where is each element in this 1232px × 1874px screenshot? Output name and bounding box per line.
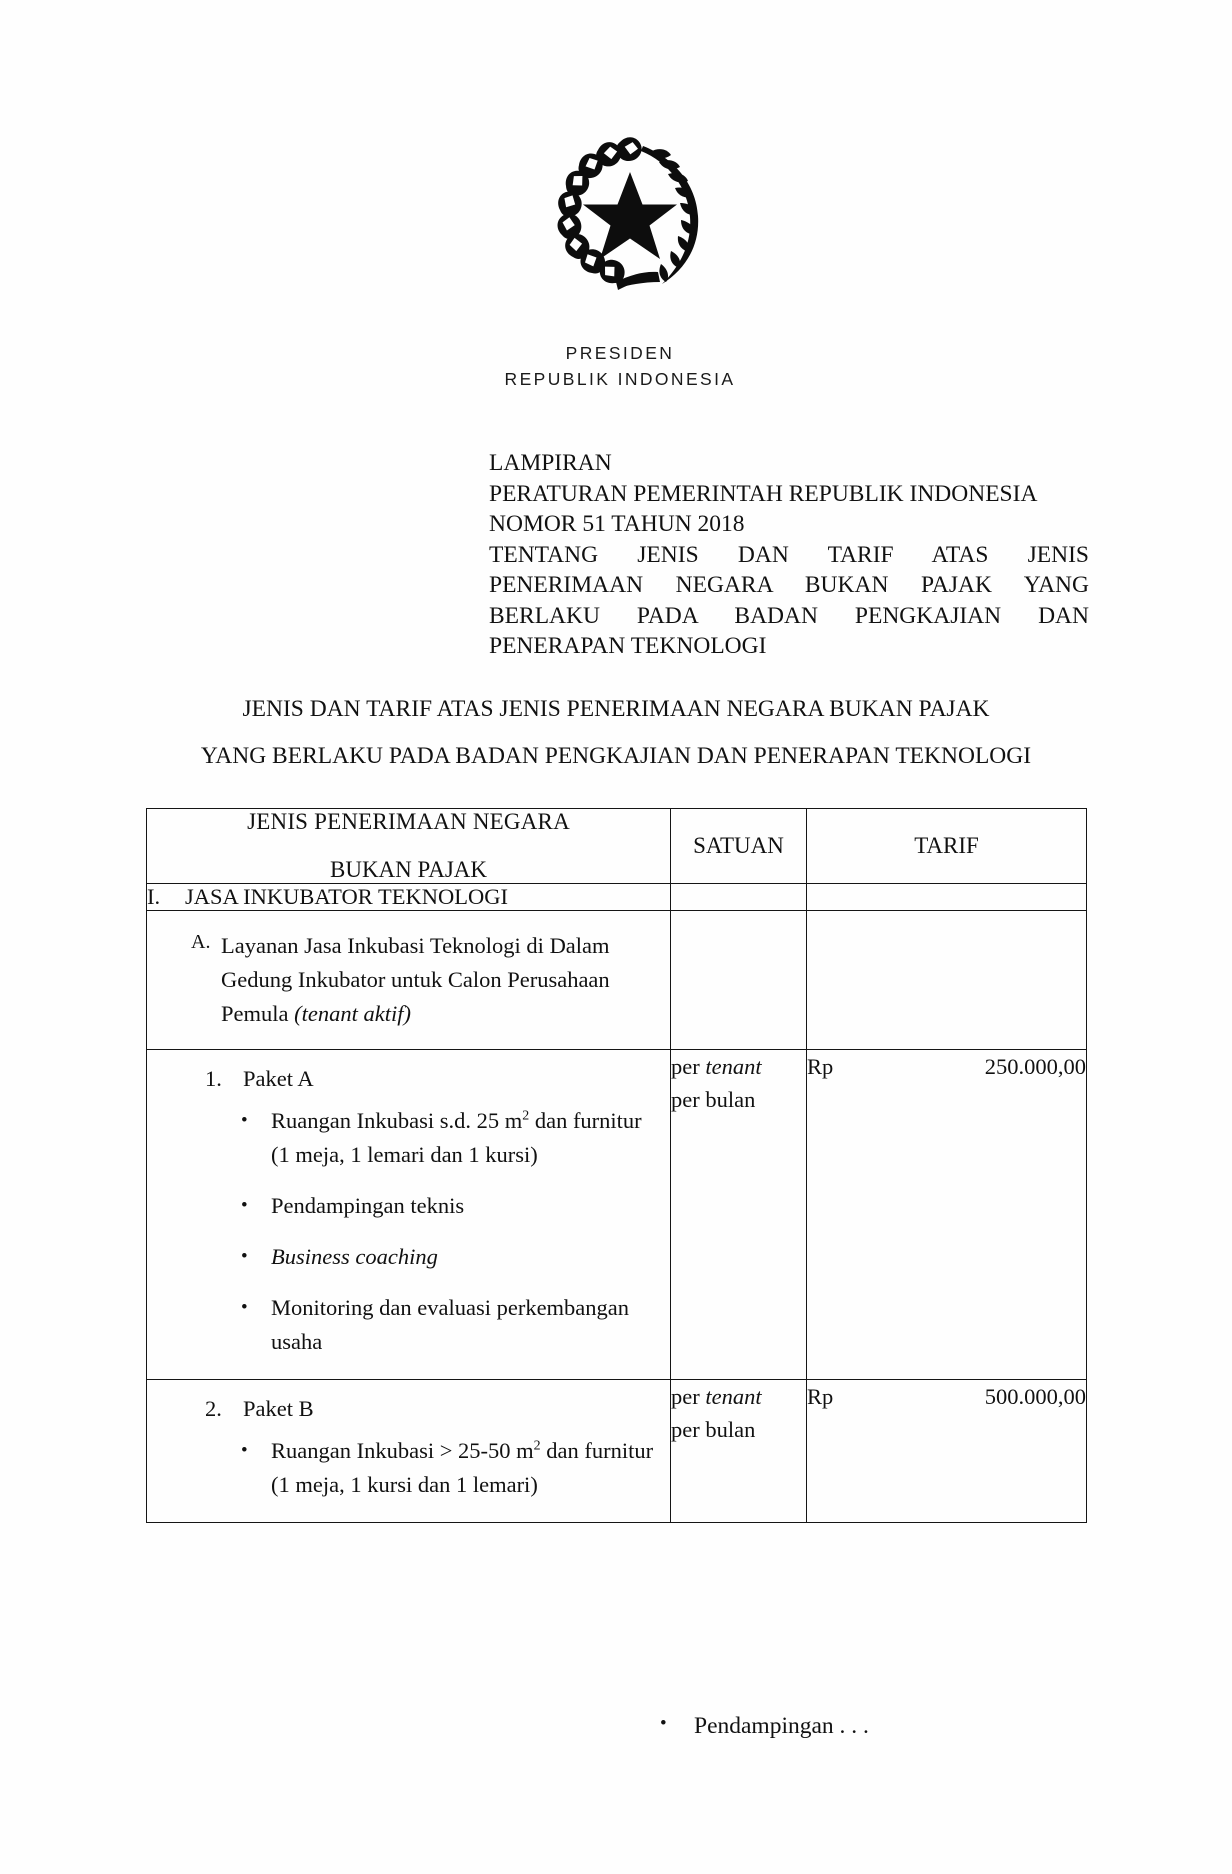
presiden-line: PRESIDEN bbox=[565, 343, 675, 363]
page-title bbox=[100, 686, 1132, 780]
section-tarif-cell bbox=[807, 884, 1087, 911]
paket-a-number: 1. bbox=[205, 1066, 222, 1091]
tariff-table bbox=[146, 808, 1087, 1523]
item-a-satuan-cell bbox=[671, 911, 807, 1050]
paket-a-b4-line-1: Monitoring dan evaluasi bbox=[271, 1295, 491, 1320]
page-title-line-1: JENIS DAN TARIF ATAS JENIS PENERIMAAN NEGARA BUKAN PAJAK bbox=[242, 696, 990, 722]
item-a-cell bbox=[147, 911, 671, 1050]
regulation-number: NOMOR 51 TAHUN 2018 bbox=[489, 511, 745, 537]
paket-b-b1-text: Ruangan Inkubasi > 25-50 m bbox=[271, 1438, 534, 1463]
paket-a-satuan-line-1 bbox=[671, 1050, 806, 1083]
regulation-subject-line-2: PENERIMAAN NEGARA BUKAN PAJAK YANG bbox=[489, 572, 1089, 598]
paket-a-satuan-italic: tenant bbox=[705, 1054, 762, 1079]
paket-b-satuan-italic: tenant bbox=[705, 1384, 762, 1409]
catchword-text: Pendampingan . . . bbox=[694, 1713, 869, 1739]
page-title-line-2: YANG BERLAKU PADA BADAN PENGKAJIAN DAN PENERAPAN TEKNOLOGI bbox=[200, 743, 1032, 769]
regulation-subject-line-1: TENTANG JENIS DAN TARIF ATAS JENIS bbox=[489, 541, 1089, 568]
bullet-icon: • bbox=[241, 1246, 248, 1267]
catchword-footer bbox=[660, 1713, 1090, 1740]
presidential-seal-icon bbox=[546, 132, 714, 292]
paket-b-bullet-list bbox=[147, 1428, 670, 1522]
paket-b-tarif-cell bbox=[807, 1380, 1087, 1523]
paket-b-currency: Rp bbox=[807, 1384, 834, 1409]
paket-b-satuan-line-2: per bulan bbox=[671, 1417, 756, 1442]
paket-b-b1-line-1 bbox=[271, 1438, 541, 1463]
paket-a-satuan-cell bbox=[671, 1050, 807, 1380]
bullet-icon: • bbox=[241, 1110, 248, 1131]
regulation-subject-line-4: PENERAPAN TEKNOLOGI bbox=[489, 633, 767, 659]
paket-b-number: 2. bbox=[205, 1396, 222, 1421]
item-a-line-3-italic: (tenant bbox=[294, 1001, 358, 1026]
list-item bbox=[241, 1189, 656, 1223]
table-row-item-a bbox=[147, 911, 1087, 1050]
header-jenis-line-2: BUKAN PAJAK bbox=[330, 857, 487, 882]
header-jenis-line-1: JENIS PENERIMAAN NEGARA bbox=[247, 809, 570, 834]
bullet-icon: • bbox=[241, 1440, 248, 1461]
paket-a-amount: 250.000,00 bbox=[984, 1054, 1086, 1079]
paket-b-satuan-pre: per bbox=[671, 1384, 706, 1409]
table-row-section-i bbox=[147, 884, 1087, 911]
table-header-row bbox=[147, 809, 1087, 884]
paket-a-b1-superscript: 2 bbox=[522, 1108, 530, 1124]
list-item bbox=[241, 1104, 656, 1172]
list-item bbox=[241, 1240, 656, 1274]
table-row-paket-a bbox=[147, 1050, 1087, 1380]
paket-a-b4-line-2: perkembangan usaha bbox=[271, 1295, 630, 1354]
presidential-heading bbox=[360, 340, 880, 392]
item-a-mark: A. bbox=[191, 931, 211, 953]
header-cell-jenis bbox=[147, 809, 671, 884]
paket-b-b1-line-2: dan furnitur (1 meja, 1 kursi dan bbox=[271, 1438, 654, 1497]
table-row-paket-b bbox=[147, 1380, 1087, 1523]
paket-a-satuan-pre: per bbox=[671, 1054, 706, 1079]
paket-a-b1-line-2: dan furnitur bbox=[534, 1108, 642, 1133]
paket-a-tarif-cell bbox=[807, 1050, 1087, 1380]
paket-a-currency: Rp bbox=[807, 1054, 834, 1079]
paket-a-b3-text: Business coaching bbox=[271, 1244, 438, 1269]
section-satuan-cell bbox=[671, 884, 807, 911]
regulation-name: PERATURAN PEMERINTAH REPUBLIK INDONESIA bbox=[489, 480, 1038, 507]
header-cell-satuan: SATUAN bbox=[671, 809, 807, 884]
paket-a-cell bbox=[147, 1050, 671, 1380]
lampiran-reference-block bbox=[489, 448, 1089, 662]
paket-b-amount: 500.000,00 bbox=[984, 1384, 1086, 1409]
paket-a-bullet-list bbox=[147, 1098, 670, 1379]
section-title: JASA INKUBATOR TEKNOLOGI bbox=[185, 884, 508, 909]
paket-a-name: Paket A bbox=[243, 1066, 314, 1091]
paket-b-b1-superscript: 2 bbox=[533, 1438, 541, 1454]
item-a-line-4: aktif) bbox=[363, 1001, 411, 1026]
paket-b-satuan-cell bbox=[671, 1380, 807, 1523]
paket-b-name: Paket B bbox=[243, 1396, 314, 1421]
paket-a-b1-line-3: (1 meja, 1 lemari dan 1 kursi) bbox=[271, 1142, 538, 1167]
list-item bbox=[241, 1291, 656, 1359]
paket-a-satuan-line-2: per bulan bbox=[671, 1087, 756, 1112]
bullet-icon: • bbox=[241, 1297, 248, 1318]
paket-a-b1-text: Ruangan Inkubasi s.d. 25 m bbox=[271, 1108, 523, 1133]
item-a-line-1: Layanan Jasa Inkubasi Teknologi di bbox=[221, 933, 544, 958]
lampiran-label: LAMPIRAN bbox=[489, 450, 612, 476]
republik-indonesia-line: REPUBLIK INDONESIA bbox=[504, 369, 736, 389]
item-a-tarif-cell bbox=[807, 911, 1087, 1050]
item-a-line-3-plain: Calon Perusahaan Pemula bbox=[221, 967, 610, 1026]
list-item bbox=[241, 1434, 656, 1502]
bullet-icon: • bbox=[241, 1195, 248, 1216]
paket-b-cell bbox=[147, 1380, 671, 1523]
paket-b-satuan-line-1 bbox=[671, 1380, 806, 1413]
section-cell bbox=[147, 884, 671, 911]
paket-b-b1-line-3: 1 lemari) bbox=[455, 1472, 538, 1497]
regulation-subject-line-3: BERLAKU PADA BADAN PENGKAJIAN DAN bbox=[489, 602, 1089, 629]
section-number: I. bbox=[147, 884, 161, 909]
header-cell-tarif: TARIF bbox=[807, 809, 1087, 884]
paket-a-b1-line-1 bbox=[271, 1108, 529, 1133]
bullet-icon: • bbox=[660, 1713, 667, 1734]
item-a-line-2: Dalam Gedung Inkubator untuk bbox=[221, 933, 610, 992]
paket-a-b2-text: Pendampingan teknis bbox=[271, 1193, 465, 1218]
